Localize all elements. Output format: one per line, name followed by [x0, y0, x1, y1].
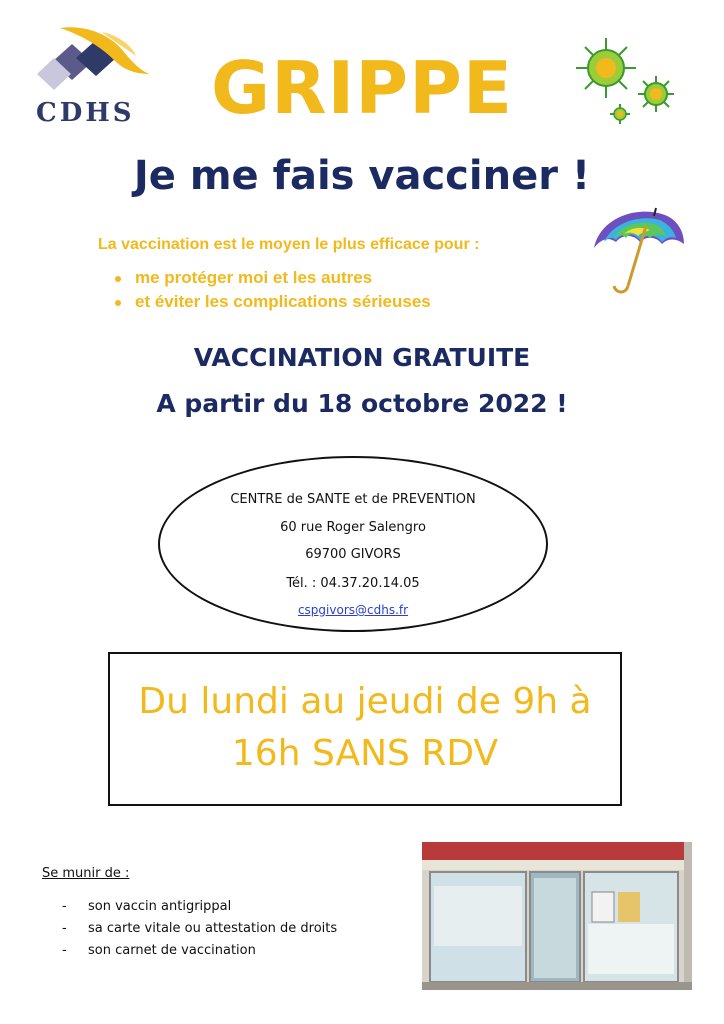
hours-line-2: 16h SANS RDV — [231, 733, 499, 774]
start-date: A partir du 18 octobre 2022 ! — [156, 389, 568, 418]
vaccination-heading: VACCINATION GRATUITE — [193, 343, 531, 372]
list-item: me protéger moi et les autres — [115, 266, 431, 290]
center-city: 69700 GIVORS — [305, 547, 401, 562]
benefit-list — [115, 266, 431, 314]
intro-text: La vaccination est le moyen le plus efficace pour : — [98, 236, 480, 253]
storefront-photo — [422, 842, 692, 990]
bullet-icon — [115, 276, 121, 282]
page-subtitle: Je me fais vacciner ! — [133, 153, 591, 199]
email-link[interactable]: cspgivors@cdhs.fr — [297, 603, 409, 617]
logo-text: CDHS — [36, 98, 135, 128]
center-phone: Tél. : 04.37.20.14.05 — [286, 576, 420, 591]
bullet-icon — [115, 300, 121, 306]
bring-heading: Se munir de : — [42, 866, 130, 881]
hours-text — [108, 676, 622, 780]
bring-list — [62, 896, 337, 962]
list-item: - sa carte vitale ou attestation de droits — [62, 921, 338, 936]
list-item: - son vaccin antigrippal — [62, 899, 232, 914]
virus-icon — [572, 34, 684, 124]
center-name: CENTRE de SANTE et de PREVENTION — [230, 492, 476, 507]
list-item: - son carnet de vaccination — [62, 943, 256, 958]
center-street: 60 rue Roger Salengro — [280, 520, 426, 535]
email-wrap — [158, 603, 548, 618]
page-title: GRIPPE — [210, 46, 514, 130]
hours-line-1: Du lundi au jeudi de 9h à — [138, 681, 592, 722]
umbrella-icon — [590, 204, 686, 296]
list-item: et éviter les complications sérieuses — [115, 290, 431, 314]
